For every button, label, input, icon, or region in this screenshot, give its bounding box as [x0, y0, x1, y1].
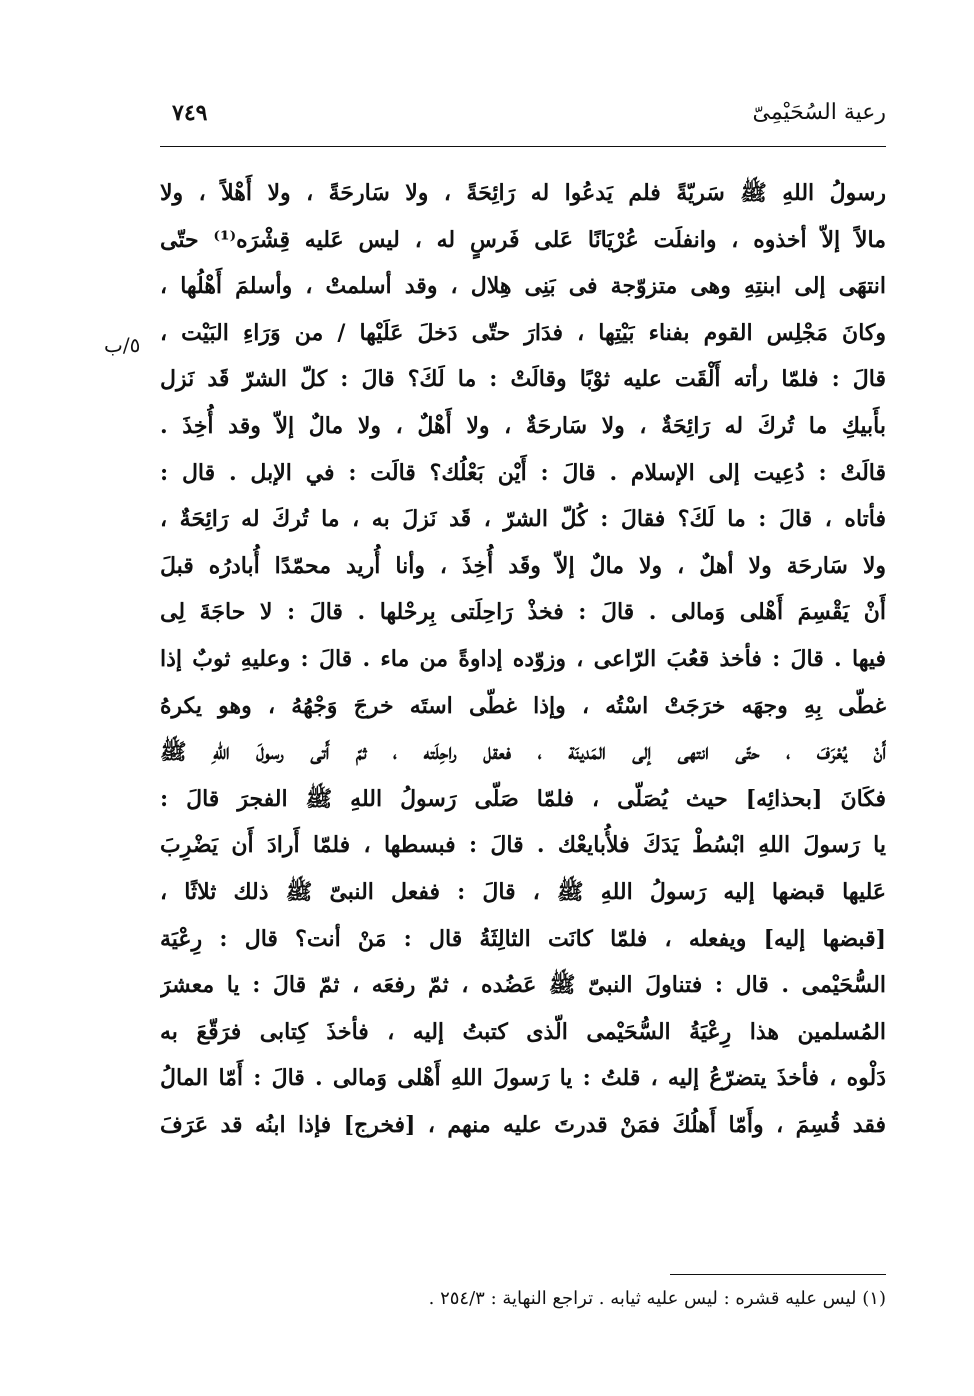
margin-folio-note: ٥/ب — [104, 333, 141, 357]
text-line: أَنْ يَقْسِمَ أَهْلى وَمالى . قالَ : فخذْ رَاحِلَتى بِرحْلها . قالَ : لا حاجَةَ لِى — [160, 599, 886, 626]
text-line: غطّى بِهِ وجهَه خرَجَتْ اسْتُه ، وإذا غطّى استَه خرجَ وَجْهُهُ ، وهو يكرهُ — [160, 692, 886, 719]
text-line: فيها . قالَ : فأخذ قعُبَ الرّاعى ، وزوّده إداوةً من ماء . قالَ : وعليهِ ثوبٌ إذا — [160, 645, 886, 672]
text-line: دَلْوه ، فأخذَ يتضرّعُ إليه ، قلتُ : يا رَسولَ اللهِ أَهْلى وَمالى . قالَ : أَمّا المالُ — [160, 1065, 886, 1092]
text-line: السُّحَيْمى . قال : فتناولَ النبىّ ﷺ عَضُده ، ثمّ رفعَه ، ثمّ قالَ : يا معشرَ — [160, 972, 886, 999]
text-line: فكَانَ [بحذائِه] حيث يُصَلّى ، فلمّا صَلّى رَسولُ اللهِ ﷺ الفجرَ قالَ : — [160, 785, 886, 812]
text-line: انتهَى إلى ابنتِهِ وهى متزوّجة فى بَنِى هِلال ، وقد أسلمتْ ، وأسلمَ أَهْلُها ، — [160, 273, 886, 300]
footnote-rule — [670, 1274, 886, 1275]
body-text — [160, 170, 886, 1148]
text-line: المُسلمين هذا رِعْيَةُ السُّحَيْمى الّذى كتبتُ إليه ، فأخذَ كِتابى فرَقّعَ به — [160, 1018, 886, 1045]
text-line: فقد قُسِمَ ، وأَمّا أَهلُكَ فمَنْ قدرتَ عليه منهم ، [فخرج] فإذا ابنُه قد عَرَفَ — [160, 1111, 886, 1138]
text-line: وكانَ مَجْلِس القوم بفناء بَيْتِها ، فدَارَ حتّى دَخلَ عَلَيْها / من وَرَاءِ البَيْت ، — [160, 319, 886, 346]
running-title: رعية السُحَيْمِىّ — [752, 100, 886, 125]
text-line: يا رَسولَ اللهِ ابْسُطْ يَدَكَ فلأُبايعْك . قالَ : فبسطها ، فلمّا أَرادَ أَن يَضْرِبَ — [160, 832, 886, 859]
header-rule — [160, 146, 886, 147]
text-line: قالَتْ : دُعِيت إلى الإسلام . قالَ : أَيْن بَعْلُك؟ قالَت : في الإبل . قال : — [160, 459, 886, 486]
text-line: أَنْ يُعْرَفَ ، حتّى انتهى إلى المَدينَة ، فعقل راحِلَته ، ثمّ أَتى رسولَ اللهِ ﷺ — [160, 739, 886, 766]
text-line: فأتاه ، قالَ : ما لَكَ؟ فقالَ : كُلّ الشرّ ، قَد نَزلَ به ، ما تُركَ له رَائِحَةٌ ، — [160, 506, 886, 533]
page-header — [160, 100, 886, 134]
text-line: رسولُ اللهِ ﷺ سَريّةً فلم يَدعُوا له رَائِحَةً ، ولا سَارحَةً ، ولا أَهْلاً ، ولا — [160, 180, 886, 206]
text-line: مالاً إلاّ أخذوه ، وانفلَت عُرْيَانًا عَلى فَرسٍ له ، ليس عَليه قِشْرَه⁽¹⁾ حتّى — [160, 226, 886, 253]
footnote: (١) ليس عليه قشره : ليس عليه ثيابه . تراجع النهاية : ٢٥٤/٣ . — [428, 1288, 886, 1309]
text-line: [قبضها إليه] ويفعله ، فلمّا كانَت الثالِثَةُ قال : مَنْ أنت؟ قال : رِعْيَة — [160, 925, 886, 952]
text-line: قالَ : فلمّا رأته أَلْقَت عليه ثوْبًا وقالَتْ : ما لَكَ؟ قالَ : كلّ الشرّ قَد نَزل — [160, 366, 886, 393]
text-line: ولا سَارحَة ولا أهلٌ ، ولا مالٌ إلاّ وقَد أُخِذَ ، وأنا أُريد محمّدًا أُبادرُه قبلَ — [160, 552, 886, 579]
page-number: ٧٤٩ — [172, 100, 208, 126]
text-line: عَليها قبضها إليه رَسولُ اللهِ ﷺ ، قالَ : ففعل النبىّ ﷺ ذلك ثلاثًا ، — [160, 878, 886, 905]
text-line: بأَبيكِ ما تُركَ له رَائِحَةٌ ، ولا سَارحَةٌ ، ولا أَهْلٌ ، ولا مالٌ إلاّ وقد أُخِذَ . — [160, 412, 886, 439]
